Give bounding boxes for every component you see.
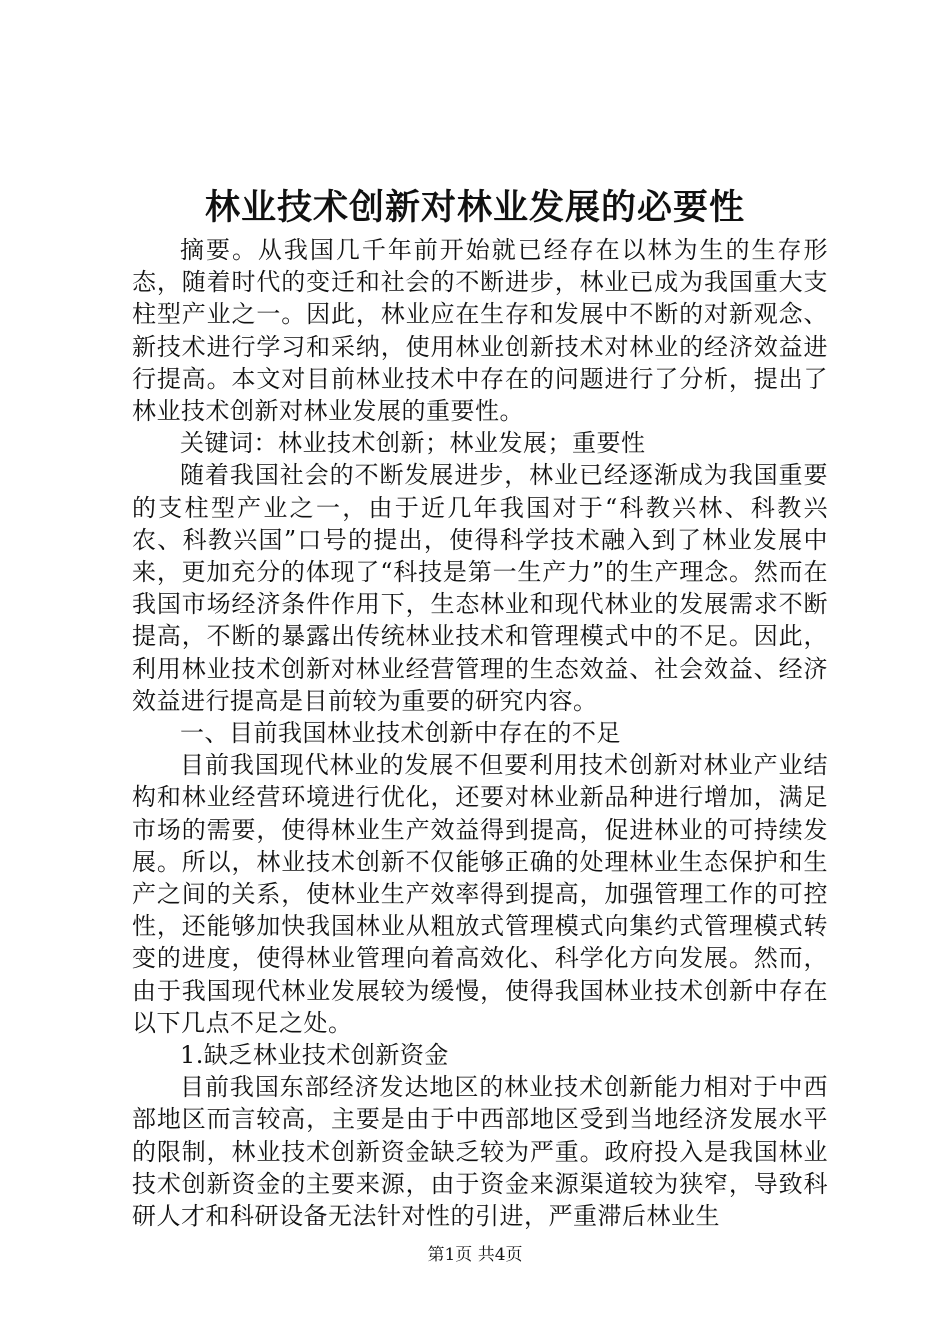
section-heading-1: 一、目前我国林业技术创新中存在的不足 xyxy=(180,719,621,748)
subsection-heading-1: 1.缺乏林业技术创新资金 xyxy=(180,1041,449,1070)
intro-paragraph: 随着我国社会的不断发展进步，林业已经逐渐成为我国重要的支柱型产业之一，由于近几年我国对于“科教兴林、科教兴农、科教兴国”口号的提出，使得科学技术融入到了林业发展中来，更加充分的体现了“科技是第一生产力”的生产理念。然而在我国市场经济条件作用下，生态林业和现代林业的发展需求不断提高，不断的暴露出传统林业技术和管理模式中的不足。因此，利用林业技术创新对林业经营管理的生态效益、社会效益、经济效益进行提高是目前较为重要的研究内容。 xyxy=(132,461,828,715)
document-body xyxy=(132,234,828,1232)
document-title: 林业技术创新对林业发展的必要性 xyxy=(204,188,745,228)
section-paragraph-1: 目前我国现代林业的发展不但要利用技术创新对林业产业结构和林业经营环境进行优化，还要对林业新品种进行增加，满足市场的需要，使得林业生产效益得到提高，促进林业的可持续发展。所以，林业技术创新不仅能够正确的处理林业生态保护和生产之间的关系，使林业生产效率得到提高，加强管理工作的可控性，还能够加快我国林业从粗放式管理模式向集约式管理模式转变的进度，使得林业管理向着高效化、科学化方向发展。然而，由于我国现代林业发展较为缓慢，使得我国林业技术创新中存在以下几点不足之处。 xyxy=(132,751,828,1037)
page-number-footer: 第1页 共4页 xyxy=(427,1245,523,1265)
abstract-paragraph: 摘要。从我国几千年前开始就已经存在以林为生的生存形态，随着时代的变迁和社会的不断进步，林业已成为我国重大支柱型产业之一。因此，林业应在生存和发展中不断的对新观念、新技术进行学习和采纳，使用林业创新技术对林业的经济效益进行提高。本文对目前林业技术中存在的问题进行了分析，提出了林业技术创新对林业发展的重要性。 xyxy=(132,236,828,426)
keywords-paragraph: 关键词：林业技术创新；林业发展；重要性 xyxy=(180,429,646,458)
subsection-paragraph-1: 目前我国东部经济发达地区的林业技术创新能力相对于中西部地区而言较高，主要是由于中西部地区受到当地经济发展水平的限制，林业技术创新资金缺乏较为严重。政府投入是我国林业技术创新资金的主要来源，由于资金来源渠道较为狭窄，导致科研人才和科研设备无法针对性的引进，严重滞后林业生 xyxy=(132,1073,828,1231)
